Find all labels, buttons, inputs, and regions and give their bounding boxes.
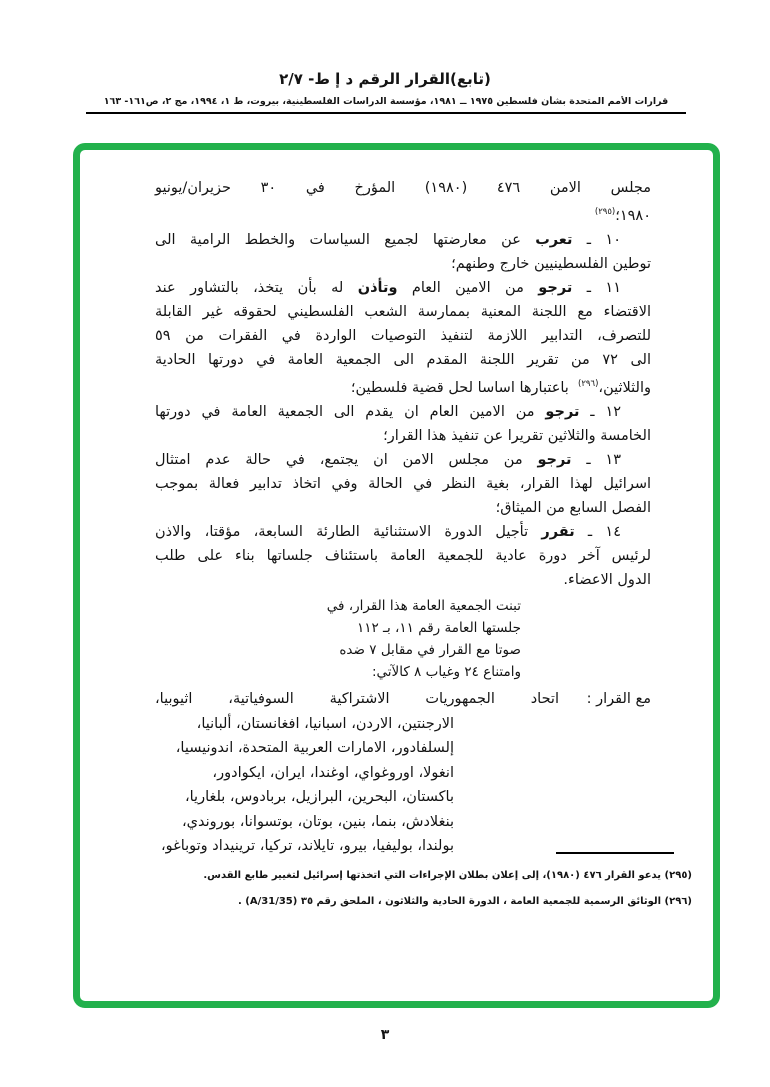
footnote: (٢٩٦) الوثائق الرسمية للجمعية العامة ، الدورة الحادية والثلاثون ، الملحق رقم ٣٥ (A/31/35) . [238, 896, 692, 907]
body-line [155, 300, 651, 324]
paragraph [155, 176, 651, 228]
footnote-separator [556, 852, 674, 854]
country-line: بنغلادش، بنما، بنين، بوتان، بوتسوانا، بوروندي، [181, 813, 454, 830]
text-segment: ترجو [538, 280, 573, 296]
text-segment: توطين الفلسطينيين خارج وطنهم؛ [451, 256, 651, 272]
text-segment: تأجيل الدورة الاستثنائية الطارئة السابعة، مؤقتا، والاذن [155, 524, 542, 540]
adoption-line: جلستها العامة رقم ١١، بـ ١١٢ [357, 620, 521, 636]
page-number: ٣ [380, 1027, 390, 1043]
body-line [155, 400, 651, 424]
paragraph [155, 400, 651, 448]
text-segment: والثلاثين، [598, 380, 651, 396]
vote-label: مع القرار : [586, 691, 651, 707]
body-line [155, 520, 651, 544]
doc-header [0, 70, 770, 114]
body-line [155, 348, 651, 372]
body-line [155, 176, 651, 200]
text-segment: ١٢ ـ [579, 404, 622, 420]
text-segment: مجلس الامن ٤٧٦ (١٩٨٠) المؤرخ في ٣٠ حزيران/يونيو [155, 180, 651, 196]
adoption-line: صوتا مع القرار في مقابل ٧ ضده [339, 642, 521, 658]
text-segment: ١٣ ـ [571, 452, 621, 468]
body-line [155, 372, 651, 400]
doc-source-line: قرارات الأمم المتحدة بشأن فلسطين ١٩٧٥ ــ ١٩٨١، مؤسسة الدراسات الفلسطينية، بيروت، ط ١، ١٩٩٤، مج ٢، ص١٦١- ١٦٣ [86, 96, 686, 114]
text-segment: اسرائيل لهذا القرار، بغية النظر في الحالة وفي اتخاذ تدابير فعالة بموجب [155, 476, 651, 492]
text-segment: ١٤ ـ [574, 524, 621, 540]
body-line [155, 568, 651, 592]
country-line: إلسلفادور، الامارات العربية المتحدة، اندونيسيا، [175, 740, 454, 756]
body-line [155, 228, 651, 252]
body-line [155, 252, 651, 276]
text-segment: الدول الاعضاء. [563, 572, 651, 588]
resolution-body [155, 176, 651, 859]
text-segment: تعرب [535, 232, 573, 248]
paragraph [155, 520, 651, 592]
adoption-line: وامتناع ٢٤ وغياب ٨ كالآتي: [371, 664, 521, 680]
body-line [155, 544, 651, 568]
text-segment: وتأذن [357, 280, 398, 296]
text-segment: تقرر [541, 524, 575, 540]
text-segment: ترجو [545, 404, 580, 420]
country-line: بولندا، بوليفيا، بيرو، تايلاند، تركيا، ترينيداد وتوباغو، [160, 838, 454, 854]
adoption-note [155, 595, 521, 683]
paragraph [155, 448, 651, 520]
text-segment: باعتبارها اساسا لحل قضية فلسطين؛ [350, 380, 579, 396]
text-segment: الخامسة والثلاثين تقريرا عن تنفيذ هذا القرار؛ [383, 428, 651, 444]
footnote: (٢٩٥) يدعو القرار ٤٧٦ (١٩٨٠)، إلى إعلان بطلان الإجراءات التي اتخذتها إسرائيل لتغيير طابع القدس. [203, 870, 692, 881]
adoption-line: تبنت الجمعية العامة هذا القرار، في [326, 598, 521, 614]
paragraph [155, 228, 651, 276]
green-frame [73, 143, 720, 1008]
text-segment: الاقتضاء مع اللجنة المعنية بممارسة الشعب الفلسطيني لحقوقه غير القابلة [155, 304, 651, 320]
body-line [155, 276, 651, 300]
country-line: باكستان، البحرين، البرازيل، بربادوس، بلغاريا، [184, 789, 454, 805]
country-line: اتحاد الجمهوريات الاشتراكية السوفياتية، اثيوبيا، [155, 691, 559, 707]
text-segment: له بأن يتخذ، بالتشاور عند [155, 280, 358, 296]
text-segment: الفصل السابع من الميثاق؛ [495, 500, 651, 516]
body-line [155, 448, 651, 472]
body-line [155, 472, 651, 496]
text-segment: لرئيس آخر دورة عادية للجمعية العامة باستئناف جلساتها بناء على طلب [155, 548, 651, 564]
text-segment: من الامين العام ان يقدم الى الجمعية العامة في دورتها [155, 404, 546, 420]
body-line [155, 200, 651, 228]
text-segment: الى ٧٢ من تقرير اللجنة المقدم الى الجمعية العامة في دورتها الحادية [155, 352, 651, 368]
doc-title: (تابع)القرار الرقم د إ ط- ٢/٧ [279, 70, 491, 88]
footnotes [110, 852, 692, 915]
text-segment: عن معارضتها لجميع السياسات والخطط الرامية الى [155, 232, 536, 248]
text-segment: ١٠ ـ [572, 232, 621, 248]
vote-result [155, 687, 651, 859]
countries-list [155, 687, 559, 859]
text-segment: ترجو [537, 452, 572, 468]
text-segment: من الامين العام [397, 280, 539, 296]
body-line [155, 424, 651, 448]
body-line [155, 324, 651, 348]
text-segment: ١٩٨٠؛ [615, 208, 651, 224]
text-segment: ١١ ـ [572, 280, 621, 296]
body-line [155, 496, 651, 520]
text-segment: من مجلس الامن ان يجتمع، في حالة عدم امتثال [155, 452, 538, 468]
text-segment: للتصرف، التدابير اللازمة لتنفيذ التوصيات الواردة في الفقرات من ٥٩ [155, 328, 651, 344]
footnote-ref: (٢٩٥) [594, 207, 616, 217]
paragraph [155, 276, 651, 400]
footnote-ref: (٢٩٦) [578, 379, 599, 389]
country-line: انغولا، اوروغواي، اوغندا، ايران، ايكوادور، [212, 764, 454, 781]
country-line: الارجنتين، الاردن، اسبانيا، افغانستان، ألبانيا، [196, 715, 454, 732]
